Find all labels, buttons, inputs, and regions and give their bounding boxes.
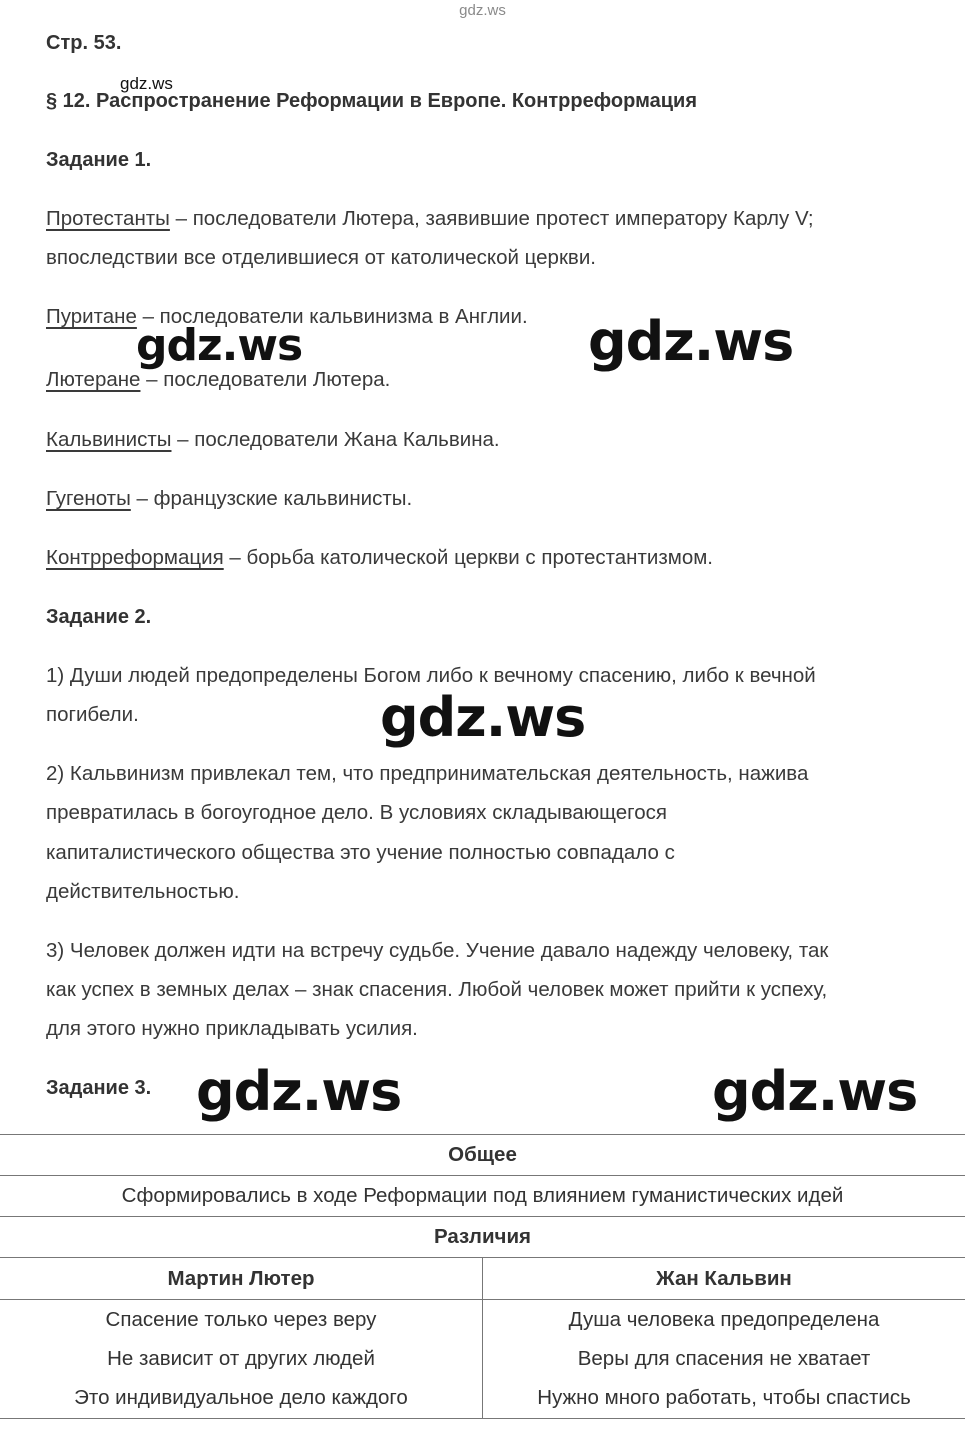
answer-line: превратилась в богоугодное дело. В условиях складывающегося: [46, 801, 667, 824]
answer-line: как успех в земных делах – знак спасения. Любой человек может прийти к успеху,: [46, 978, 828, 1001]
table-cell: Спасение только через веру: [0, 1300, 483, 1340]
term: Лютеране: [46, 368, 141, 391]
term: Гугеноты: [46, 487, 131, 510]
page-number: Стр. 53.: [46, 32, 122, 54]
answer-line: для этого нужно прикладывать усилия.: [46, 1017, 418, 1040]
watermark-small: gdz.ws: [120, 74, 173, 93]
definition-text: – последователи Лютера, заявившие протест императору Карлу V;: [169, 207, 814, 230]
term: Пуритане: [46, 305, 137, 328]
comparison-table: [0, 1134, 965, 1419]
table-row: [0, 1300, 965, 1340]
definition-text: – борьба католической церкви с протестантизмом.: [223, 546, 714, 569]
table-cell: Не зависит от других людей: [0, 1339, 483, 1378]
task1-heading: Задание 1.: [46, 149, 152, 171]
task2-heading: Задание 2.: [46, 606, 152, 628]
answer-line: погибели.: [46, 703, 139, 726]
definition-text: – последователи Жана Кальвина.: [171, 428, 500, 451]
term-definition: [46, 546, 713, 570]
task3-heading: Задание 3.: [46, 1077, 152, 1099]
table-cell: Веры для спасения не хватает: [577, 1346, 871, 1370]
table-cell: Это индивидуальное дело каждого: [0, 1378, 483, 1419]
watermark-top: gdz.ws: [459, 2, 506, 19]
watermark-large: gdz.ws: [588, 310, 794, 373]
column-header-luther: Мартин Лютер: [0, 1258, 483, 1300]
definition-text: впоследствии все отделившиеся от католической церкви.: [46, 246, 596, 269]
definition-text: – последователи Лютера.: [140, 368, 391, 391]
watermark-large: gdz.ws: [196, 1060, 402, 1123]
answer-line: 2) Кальвинизм привлекал тем, что предпринимательская деятельность, нажива: [46, 762, 809, 785]
table-cell: Нужно много работать, чтобы спастись: [483, 1378, 965, 1419]
answer-line: капиталистического общества это учение полностью совпадало с: [46, 841, 675, 864]
table-row: [0, 1378, 965, 1419]
watermark-large: gdz.ws: [712, 1060, 918, 1123]
column-header-calvin: Жан Кальвин: [483, 1258, 965, 1300]
table-cell: Душа человека предопределена: [568, 1307, 880, 1331]
term-definition: [46, 368, 390, 392]
common-header: Общее: [0, 1135, 965, 1176]
common-text: Сформировались в ходе Реформации под влиянием гуманистических идей: [0, 1176, 965, 1217]
answer-line: 1) Души людей предопределены Богом либо к вечному спасению, либо к вечной: [46, 664, 816, 687]
answer-line: 3) Человек должен идти на встречу судьбе. Учение давало надежду человеку, так: [46, 939, 829, 962]
watermark-large: gdz.ws: [136, 320, 303, 371]
term-definition: [46, 305, 528, 329]
table-row: [0, 1339, 965, 1378]
term: Протестанты: [46, 207, 170, 230]
watermark-large: gdz.ws: [380, 686, 586, 749]
term-definition: [46, 428, 500, 452]
differences-header: Различия: [0, 1217, 965, 1258]
term-definition: [46, 487, 412, 511]
term: Контрреформация: [46, 546, 224, 569]
term: Кальвинисты: [46, 428, 172, 451]
page-title: § 12. Распространение Реформации в Европе. Контрреформация: [46, 90, 698, 112]
definition-text: – французские кальвинисты.: [130, 487, 413, 510]
answer-line: действительностью.: [46, 880, 240, 903]
definition-text: – последователи кальвинизма в Англии.: [136, 305, 528, 328]
term-definition: [46, 207, 814, 231]
